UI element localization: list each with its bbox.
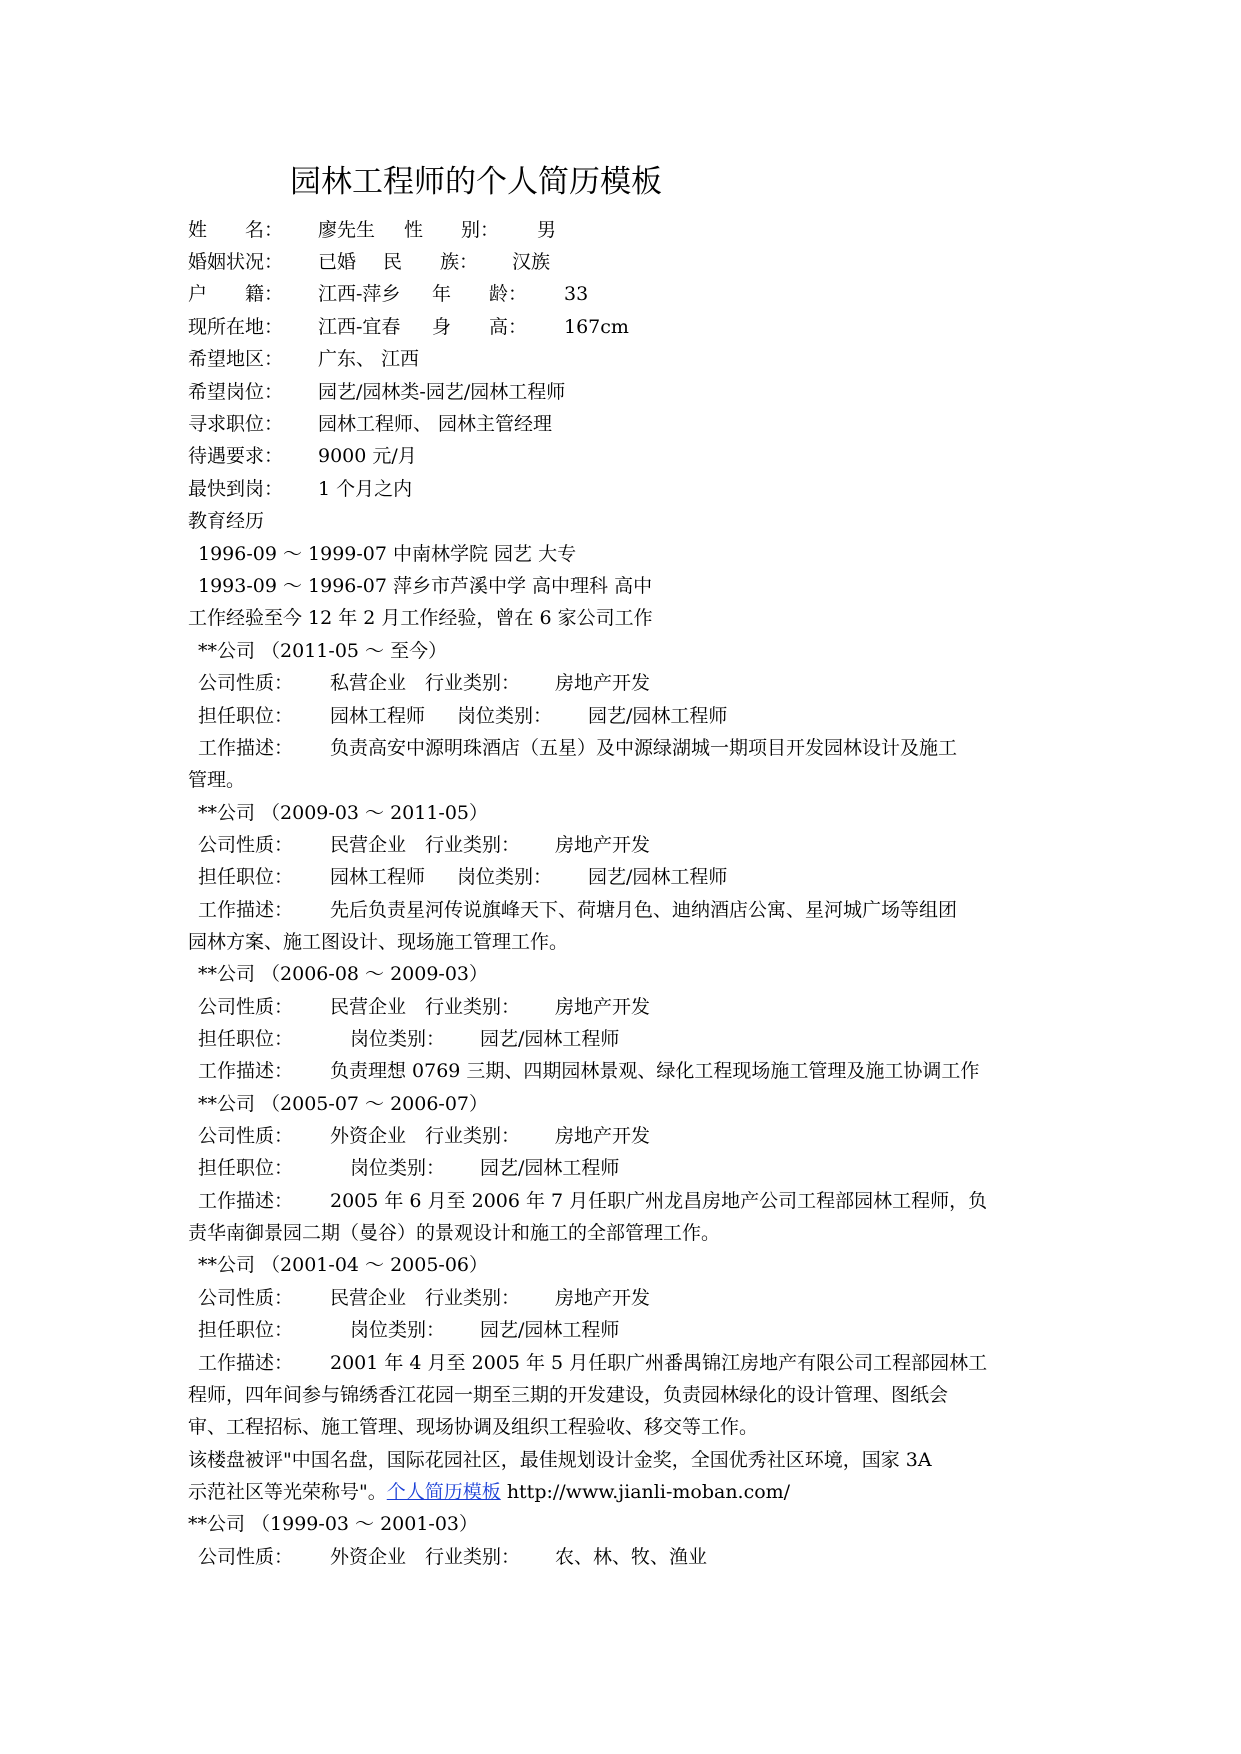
industry-value: 农、林、牧、渔业 <box>555 1546 708 1568</box>
description-line: 程师，四年间参与锦绣香江花园一期至三期的开发建设，负责园林绿化的设计管理、图纸会 <box>188 1384 949 1406</box>
salary-label: 待遇要求： <box>188 445 284 467</box>
gender-value: 男 <box>537 219 557 241</box>
industry-value: 房地产开发 <box>555 834 651 856</box>
industry-value: 房地产开发 <box>555 1125 651 1147</box>
description-label: 工作描述： <box>198 737 294 759</box>
industry-label: 行业类别： <box>425 1125 521 1147</box>
job-value: 园林工程师、 园林主管经理 <box>318 413 553 435</box>
nature-value: 外资企业 <box>330 1125 407 1147</box>
description-line: 审、工程招标、施工管理、现场协调及组织工程验收、移交等工作。 <box>188 1416 759 1438</box>
description-line: 园林方案、施工图设计、现场施工管理工作。 <box>188 931 569 953</box>
post-label: 希望岗位： <box>188 381 284 403</box>
post-type-value: 园艺/园林工程师 <box>588 866 728 888</box>
nature-label: 公司性质： <box>198 1125 294 1147</box>
nature-value: 民营企业 <box>330 834 407 856</box>
industry-label: 行业类别： <box>425 672 521 694</box>
description-line: 先后负责星河传说旗峰天下、荷塘月色、迪纳酒店公寓、星河城广场等组团 <box>330 899 958 921</box>
hukou-label: 户 籍： <box>188 283 284 305</box>
post-type-value: 园艺/园林工程师 <box>480 1028 620 1050</box>
post-type-value: 园艺/园林工程师 <box>588 705 728 727</box>
post-type-label: 岗位类别： <box>350 1319 446 1341</box>
description-text: 示范社区等光荣称号"。 <box>188 1481 387 1503</box>
position-value: 园林工程师 <box>330 866 426 888</box>
description-line: 负责高安中源明珠酒店（五星）及中源绿湖城一期项目开发园林设计及施工 <box>330 737 958 759</box>
industry-label: 行业类别： <box>425 834 521 856</box>
position-label: 担任职位： <box>198 1028 294 1050</box>
name-value: 廖先生 <box>318 219 376 241</box>
nature-value: 外资企业 <box>330 1546 407 1568</box>
description-line: 管理。 <box>188 769 246 791</box>
description-line: 负责理想 0769 三期、四期园林景观、绿化工程现场施工管理及施工协调工作 <box>330 1060 980 1082</box>
job-label: 寻求职位： <box>188 413 284 435</box>
description-line: 2005 年 6 月至 2006 年 7 月任职广州龙昌房地产公司工程部园林工程师，负 <box>330 1190 988 1212</box>
position-label: 担任职位： <box>198 705 294 727</box>
resume-template-link[interactable]: 个人简历模板 <box>386 1481 501 1503</box>
industry-label: 行业类别： <box>425 1546 521 1568</box>
description-label: 工作描述： <box>198 1060 294 1082</box>
nature-value: 民营企业 <box>330 1287 407 1309</box>
position-value: 园林工程师 <box>330 705 426 727</box>
nature-label: 公司性质： <box>198 1287 294 1309</box>
industry-value: 房地产开发 <box>555 672 651 694</box>
nature-label: 公司性质： <box>198 672 294 694</box>
industry-label: 行业类别： <box>425 996 521 1018</box>
description-label: 工作描述： <box>198 1190 294 1212</box>
region-value: 广东、 江西 <box>318 348 420 370</box>
age-label: 年 龄： <box>432 283 528 305</box>
nature-value: 私营企业 <box>330 672 407 694</box>
region-label: 希望地区： <box>188 348 284 370</box>
location-value: 江西-宜春 <box>318 316 401 338</box>
industry-label: 行业类别： <box>425 1287 521 1309</box>
marital-value: 已婚 <box>318 251 357 273</box>
arrival-value: 1 个月之内 <box>318 478 413 500</box>
nature-label: 公司性质： <box>198 1546 294 1568</box>
post-type-value: 园艺/园林工程师 <box>480 1157 620 1179</box>
position-label: 担任职位： <box>198 1157 294 1179</box>
height-label: 身 高： <box>432 316 528 338</box>
arrival-label: 最快到岗： <box>188 478 284 500</box>
nature-value: 民营企业 <box>330 996 407 1018</box>
post-type-label: 岗位类别： <box>457 866 553 888</box>
post-type-label: 岗位类别： <box>350 1028 446 1050</box>
post-type-value: 园艺/园林工程师 <box>480 1319 620 1341</box>
age-value: 33 <box>564 283 589 305</box>
description-line <box>188 1476 790 1508</box>
page-title: 园林工程师的个人简历模板 <box>290 164 662 200</box>
name-label: 姓 名： <box>188 219 284 241</box>
position-label: 担任职位： <box>198 1319 294 1341</box>
industry-value: 房地产开发 <box>555 996 651 1018</box>
post-type-label: 岗位类别： <box>457 705 553 727</box>
height-value: 167cm <box>564 316 629 338</box>
position-label: 担任职位： <box>198 866 294 888</box>
site-url: http://www.jianli-moban.com/ <box>506 1481 791 1503</box>
location-label: 现所在地： <box>188 316 284 338</box>
post-value: 园艺/园林类-园艺/园林工程师 <box>318 381 566 403</box>
description-line: 责华南御景园二期（曼谷）的景观设计和施工的全部管理工作。 <box>188 1222 721 1244</box>
ethnicity-value: 汉族 <box>512 251 551 273</box>
post-type-label: 岗位类别： <box>350 1157 446 1179</box>
description-line: 2001 年 4 月至 2005 年 5 月任职广州番禺锦江房地产有限公司工程部园林工 <box>330 1352 988 1374</box>
marital-label: 婚姻状况： <box>188 251 284 273</box>
nature-label: 公司性质： <box>198 996 294 1018</box>
description-label: 工作描述： <box>198 899 294 921</box>
description-label: 工作描述： <box>198 1352 294 1374</box>
hukou-value: 江西-萍乡 <box>318 283 401 305</box>
gender-label: 性 别： <box>404 219 500 241</box>
nature-label: 公司性质： <box>198 834 294 856</box>
ethnicity-label: 民 族： <box>383 251 479 273</box>
description-line: 该楼盘被评"中国名盘，国际花园社区，最佳规划设计金奖，全国优秀社区环境，国家 3A <box>188 1449 932 1471</box>
salary-value: 9000 元/月 <box>318 445 417 467</box>
industry-value: 房地产开发 <box>555 1287 651 1309</box>
